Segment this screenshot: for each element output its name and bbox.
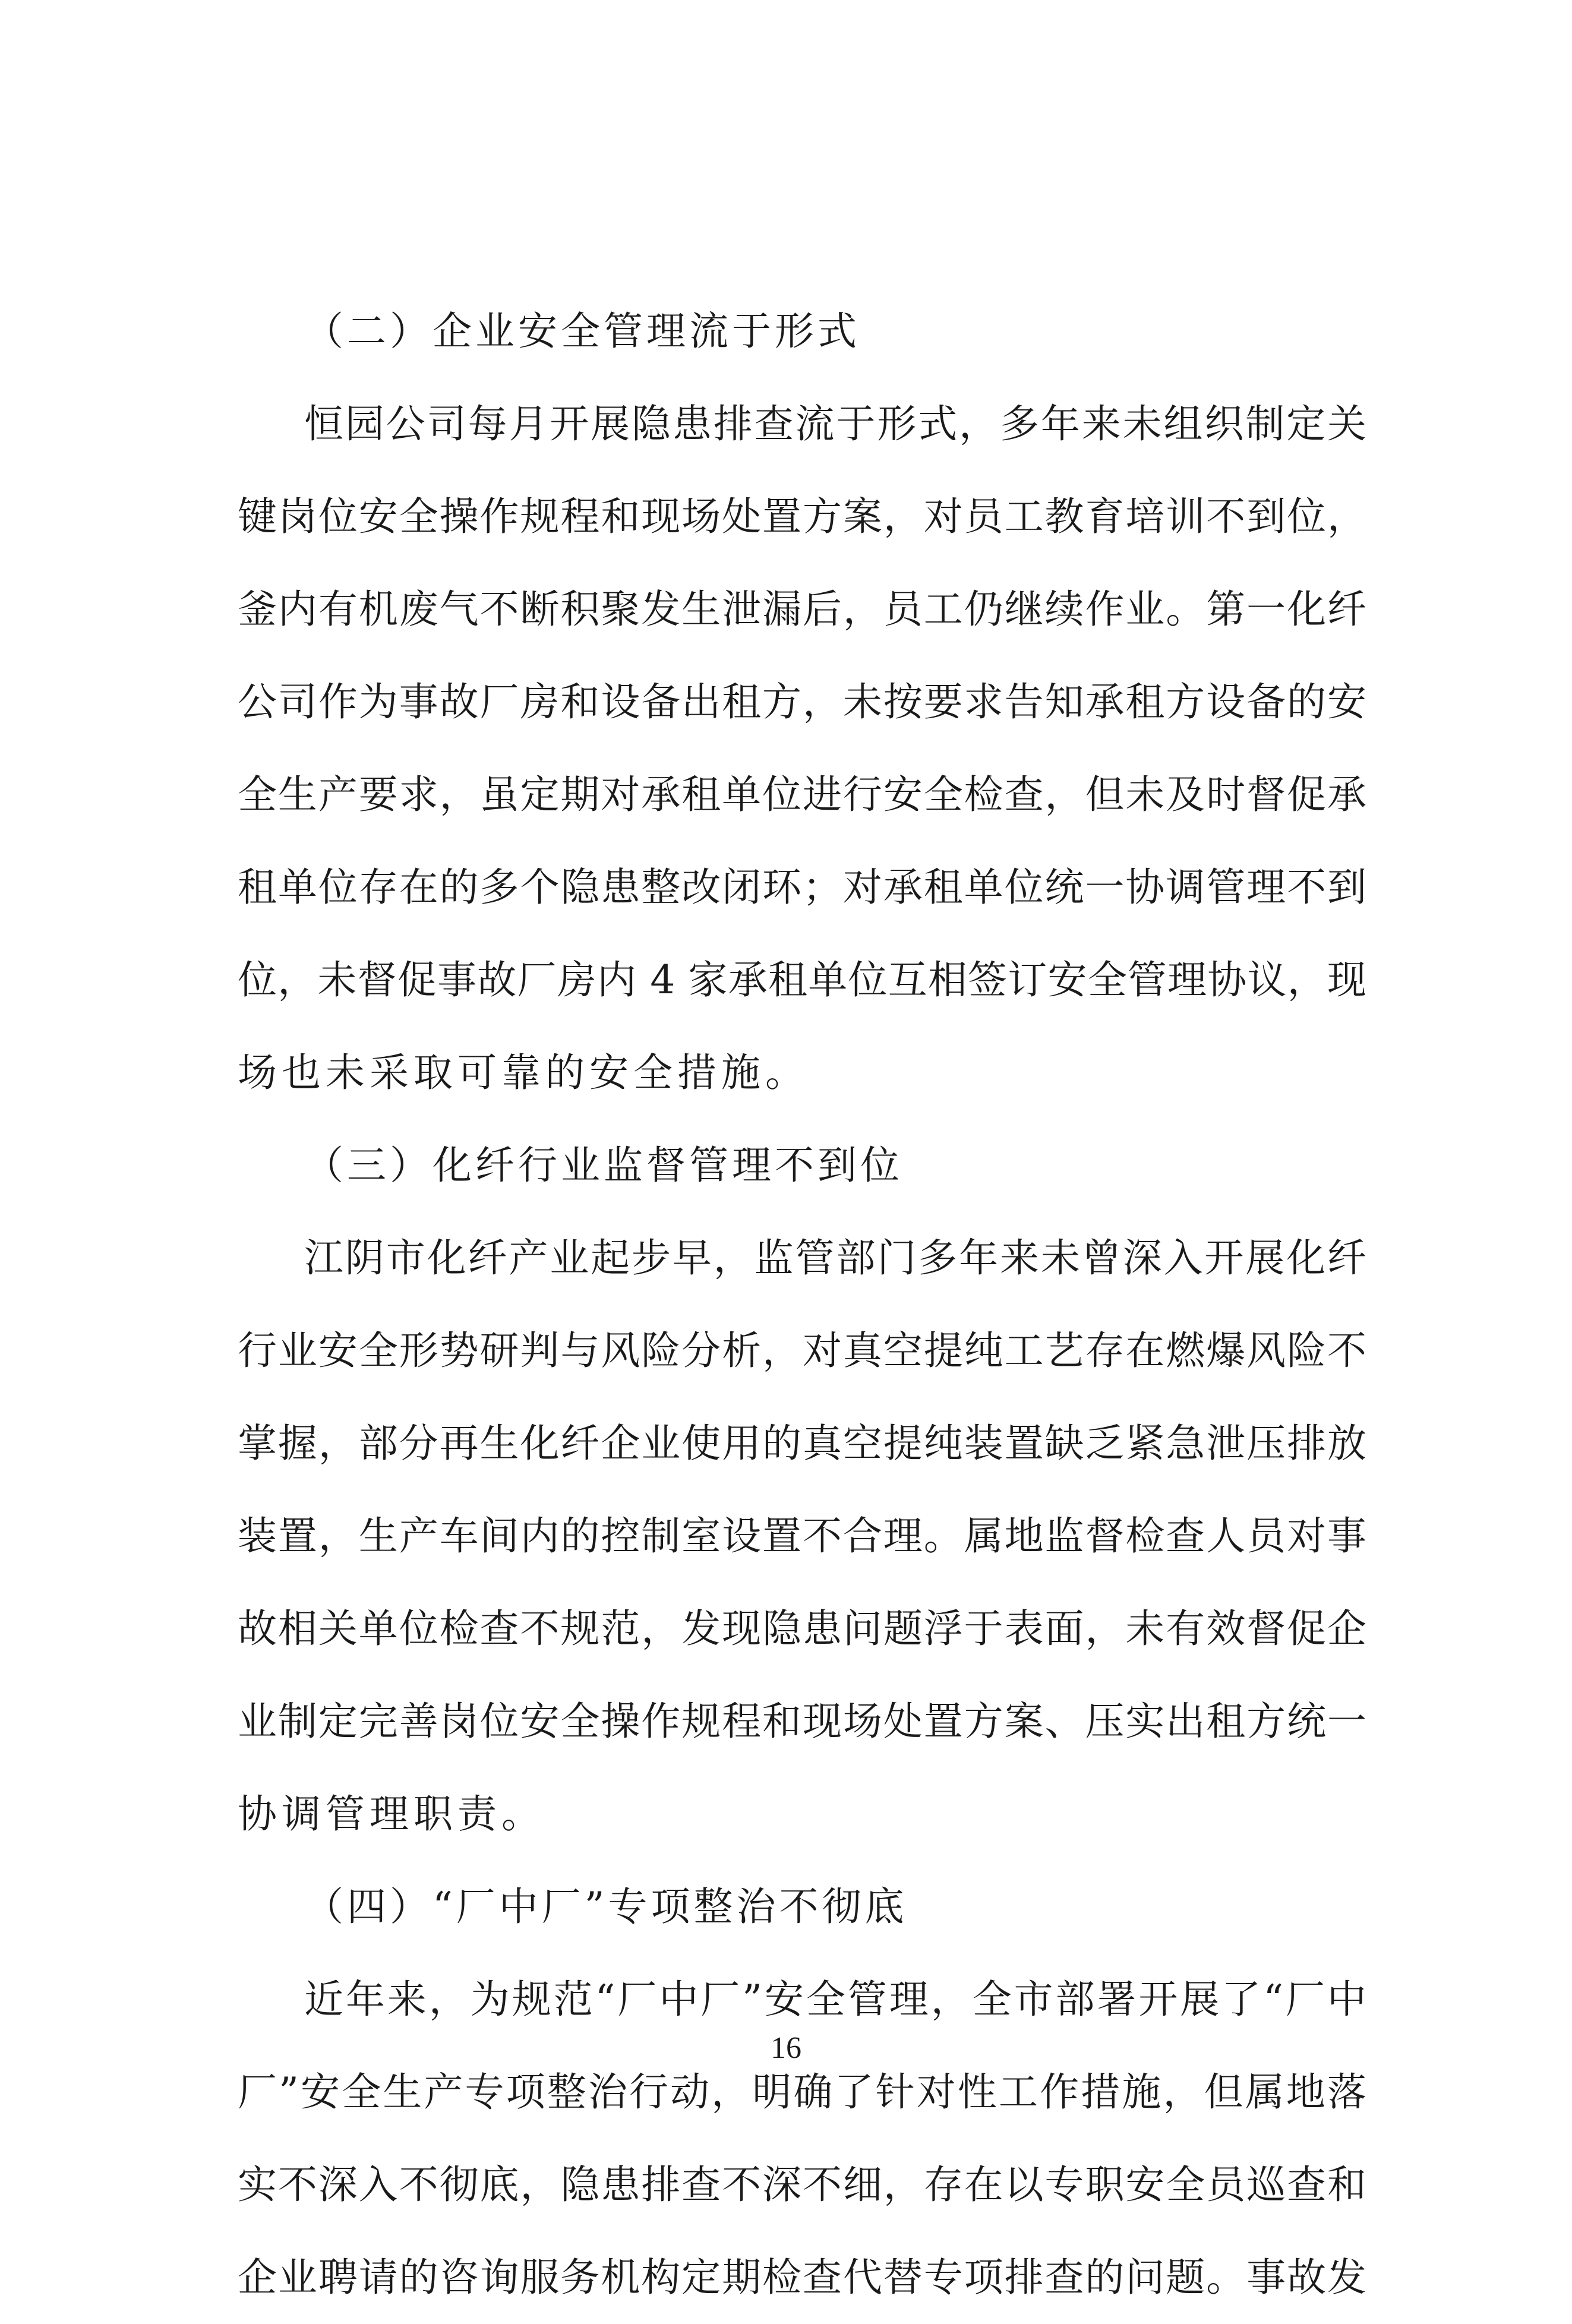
text-line: 实不深入不彻底，隐患排查不深不细，存在以专职安全员巡查和 — [238, 2162, 1366, 2208]
text-line: 行业安全形势研判与风险分析，对真空提纯工艺存在燃爆风险不 — [238, 1328, 1366, 1373]
section-heading-2: （二）企业安全管理流于形式 — [304, 308, 860, 354]
text-line: 业制定完善岗位安全操作规程和现场处置方案、压实出租方统一 — [238, 1698, 1366, 1744]
paragraph-3 — [238, 1212, 1366, 1861]
section-heading-4: （四）“厂中厂”专项整治不彻底 — [304, 1884, 908, 1930]
text-line: 釜内有机废气不断积聚发生泄漏后，员工仍继续作业。第一化纤 — [238, 586, 1366, 632]
text-line: 协调管理职责。 — [238, 1791, 545, 1837]
text-line: 全生产要求，虽定期对承租单位进行安全检查，但未及时督促承 — [238, 772, 1366, 817]
text-line: 租单位存在的多个隐患整改闭环；对承租单位统一协调管理不到 — [238, 864, 1366, 910]
page-number: 16 — [771, 2031, 801, 2065]
text-line: 江阴市化纤产业起步早，监管部门多年来未曾深入开展化纤 — [304, 1235, 1366, 1281]
section-heading-3: （三）化纤行业监督管理不到位 — [304, 1142, 903, 1188]
text-line: 掌握，部分再生化纤企业使用的真空提纯装置缺乏紧急泄压排放 — [238, 1420, 1366, 1466]
paragraph-4 — [238, 1953, 1366, 2324]
text-line: 键岗位安全操作规程和现场处置方案，对员工教育培训不到位， — [238, 494, 1366, 539]
body-text — [238, 285, 1366, 2324]
text-line: 故相关单位检查不规范，发现隐患问题浮于表面，未有效督促企 — [238, 1606, 1366, 1652]
text-line: 厂”安全生产专项整治行动，明确了针对性工作措施，但属地落 — [238, 2069, 1366, 2115]
text-line: 位，未督促事故厂房内 4 家承租单位互相签订安全管理协议，现 — [238, 957, 1366, 1003]
paragraph-2 — [238, 378, 1366, 1119]
text-line: 企业聘请的咨询服务机构定期检查代替专项排查的问题。事故发 — [238, 2254, 1366, 2300]
text-line: 恒园公司每月开展隐患排查流于形式，多年来未组织制定关 — [304, 401, 1366, 447]
text-line: 公司作为事故厂房和设备出租方，未按要求告知承租方设备的安 — [238, 679, 1366, 725]
text-line: 场也未采取可靠的安全措施。 — [238, 1050, 809, 1095]
text-line: 装置，生产车间内的控制室设置不合理。属地监督检查人员对事 — [238, 1513, 1366, 1559]
text-line: 近年来，为规范“厂中厂”安全管理，全市部署开展了“厂中 — [304, 1976, 1366, 2022]
